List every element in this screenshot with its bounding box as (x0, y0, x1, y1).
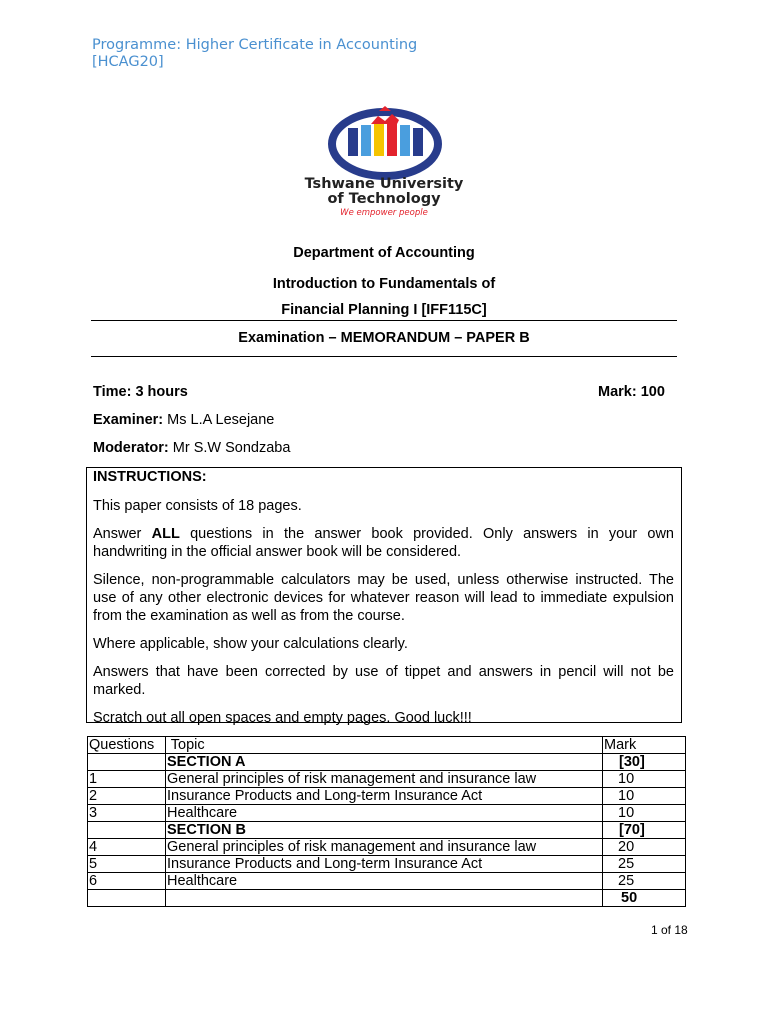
question-number (88, 890, 166, 907)
instruction-pages: This paper consists of 18 pages. (93, 498, 302, 514)
answer-all-emphasis: ALL (151, 526, 180, 542)
svg-text:We empower people: We empower people (340, 208, 428, 218)
question-number: 1 (88, 771, 166, 788)
question-mark: 10 (603, 771, 686, 788)
question-number: 6 (88, 873, 166, 890)
instruction-corrections: Answers that have been corrected by use of tippet and answers in pencil will not be marked. (93, 664, 674, 698)
table-row (88, 873, 686, 890)
question-topic: General principles of risk management and insurance law (166, 771, 603, 788)
question-number: 3 (88, 805, 166, 822)
question-mark: 10 (603, 788, 686, 805)
question-number (88, 822, 166, 839)
instruction-answer-all (93, 525, 674, 561)
table-row (88, 754, 686, 771)
course-title-line1: Introduction to Fundamentals of (272, 276, 496, 292)
question-topic: Healthcare (166, 873, 603, 890)
question-topic: SECTION A (166, 754, 603, 771)
header-topic: Topic (166, 737, 603, 754)
question-mark: 10 (603, 805, 686, 822)
instructions-heading: INSTRUCTIONS: (93, 469, 207, 485)
header-questions: Questions (88, 737, 166, 754)
examiner-label: Examiner: (93, 412, 164, 428)
university-logo (285, 106, 483, 222)
divider-top (91, 320, 677, 321)
marks-table (87, 736, 686, 907)
course-title-line2: Financial Planning I [IFF115C] (281, 302, 487, 318)
question-mark: 25 (603, 873, 686, 890)
answer-pre: Answer (93, 526, 152, 542)
instruction-calculators: Silence, non-programmable calculators may be used, unless otherwise instructed. The use of any other electronic devices for whatever reason will lead to immediate expulsion from the examination as well as from the course. (93, 572, 674, 624)
department-title: Department of Accounting (293, 245, 475, 261)
examiner-line (93, 412, 274, 428)
page-number: 1 of 18 (651, 923, 688, 937)
question-topic: Insurance Products and Long-term Insurance Act (166, 856, 603, 873)
answer-post: questions in the answer book provided. Only answers in your own handwriting in the official answer book will be considered. (93, 526, 674, 560)
question-mark: 20 (603, 839, 686, 856)
question-topic: Healthcare (166, 805, 603, 822)
question-number: 2 (88, 788, 166, 805)
question-mark: [30] (603, 754, 686, 771)
programme-header (92, 37, 417, 71)
question-topic (166, 890, 603, 907)
header-mark: Mark (603, 737, 686, 754)
table-row (88, 771, 686, 788)
question-mark: [70] (603, 822, 686, 839)
instruction-calculations: Where applicable, show your calculations clearly. (93, 636, 408, 652)
examiner-name: Ms L.A Lesejane (167, 412, 275, 428)
programme-code: [HCAG20] (92, 54, 164, 70)
svg-text:of Technology: of Technology (327, 191, 441, 207)
question-number: 5 (88, 856, 166, 873)
total-mark: 50 (603, 890, 686, 907)
table-row (88, 890, 686, 907)
instruction-scratch: Scratch out all open spaces and empty pages. Good luck!!! (93, 710, 472, 726)
question-topic: General principles of risk management and insurance law (166, 839, 603, 856)
table-header-row (88, 737, 686, 754)
svg-text:Tshwane University: Tshwane University (304, 176, 464, 192)
divider-bottom (91, 356, 677, 357)
table-row (88, 805, 686, 822)
question-number: 4 (88, 839, 166, 856)
exam-time: Time: 3 hours (93, 384, 188, 400)
question-topic: Insurance Products and Long-term Insurance Act (166, 788, 603, 805)
moderator-label: Moderator: (93, 440, 169, 456)
question-mark: 25 (603, 856, 686, 873)
table-row (88, 856, 686, 873)
moderator-name: Mr S.W Sondzaba (172, 440, 291, 456)
exam-title: Examination – MEMORANDUM – PAPER B (238, 330, 530, 346)
moderator-line (93, 440, 290, 456)
table-row (88, 839, 686, 856)
programme-title: Programme: Higher Certificate in Accounting (92, 37, 418, 53)
question-number (88, 754, 166, 771)
question-topic: SECTION B (166, 822, 603, 839)
table-row (88, 822, 686, 839)
exam-mark: Mark: 100 (598, 384, 665, 400)
table-row (88, 788, 686, 805)
instructions-box (86, 467, 682, 726)
